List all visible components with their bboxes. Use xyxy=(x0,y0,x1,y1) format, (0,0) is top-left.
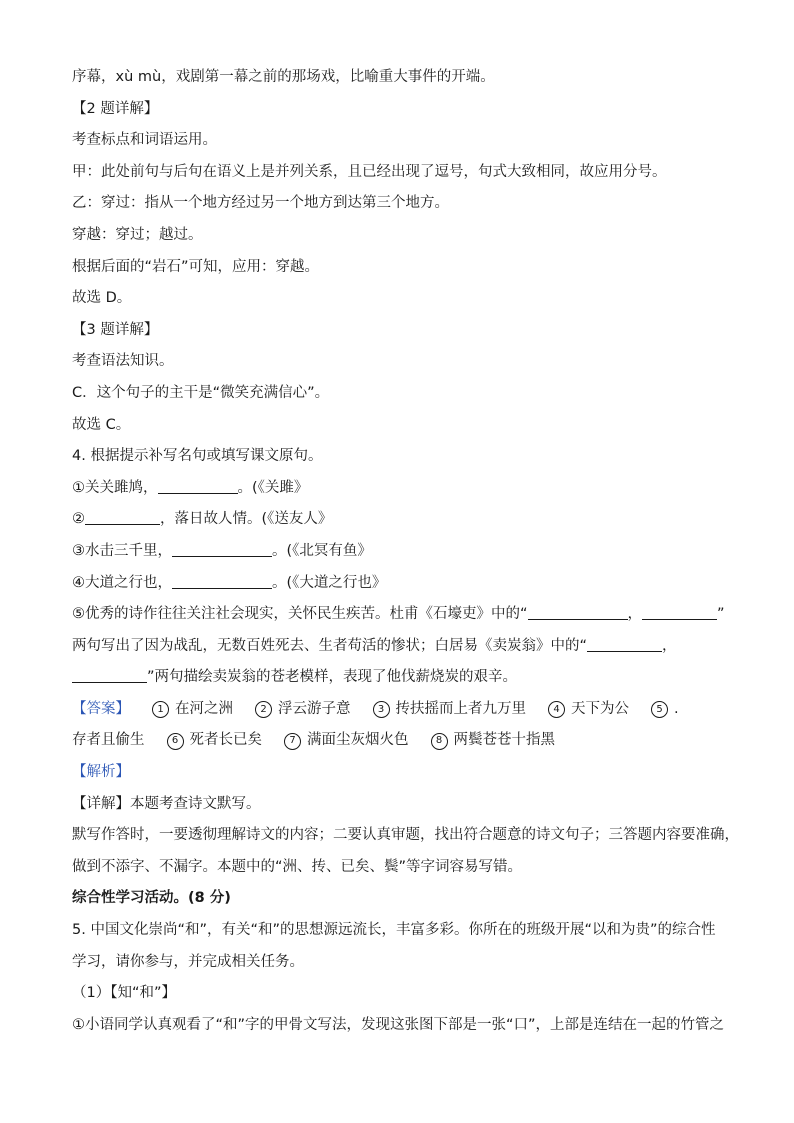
sub-heading: 【2 题详解】 xyxy=(72,100,159,117)
circled-number: 4 xyxy=(548,701,565,718)
fill-line-5-cont2: ”两句描绘卖炭翁的苍老模样，表现了他伐薪烧炭的艰辛。 xyxy=(72,662,732,694)
answer-blank xyxy=(72,668,147,683)
answer-blank xyxy=(642,605,717,620)
text-line: C．这个句子的主干是“微笑充满信心”。 xyxy=(72,384,330,401)
circled-number: 1 xyxy=(152,701,169,718)
fill-line-2: ② ，落日故人情。(《送友人》 xyxy=(72,511,333,528)
fill-line-5-cont: 两句写出了因为战乱，无数百姓死去、生者苟活的惨状；白居易《卖炭翁》中的“ ， xyxy=(72,637,677,654)
section-title: 综合性学习活动。(8 分) xyxy=(72,890,231,907)
fill-line-1: ①关关雎鸠， 。(《关雎》 xyxy=(72,479,309,496)
text-line: 默写作答时，一要透彻理解诗文的内容；二要认真审题，找出符合题意的诗文句子；三答题内容要准确， xyxy=(72,827,739,844)
answer-blank xyxy=(85,510,160,525)
text-line: 5. 中国文化崇尚“和”，有关“和”的思想源远流长，丰富多彩。你所在的班级开展“以和为贵”的综合性 xyxy=(72,922,716,939)
circled-number: 2 xyxy=(255,701,272,718)
answer-row-1 xyxy=(72,694,732,726)
circled-number: 7 xyxy=(284,733,301,750)
fill-line-3: ③水击三千里， 。(《北冥有鱼》 xyxy=(72,542,372,559)
fill-line-5: ⑤优秀的诗作往往关注社会现实，关怀民生疾苦。杜甫《石壕吏》中的“ ， ” xyxy=(72,606,725,623)
text-line: 乙：穿过：指从一个地方经过另一个地方到达第三个地方。 xyxy=(72,195,449,212)
text-line: 故选 D。 xyxy=(72,290,132,307)
answer-blank xyxy=(158,479,238,494)
answer-blank xyxy=(528,605,628,620)
document-page xyxy=(72,62,739,1041)
answer-item: 3 抟扶摇而上者九万里 xyxy=(373,694,527,726)
text-line: ①小语同学认真观看了“和”字的甲骨文写法，发现这张图下部是一张“口”，上部是连结在一起的竹管之 xyxy=(72,1016,725,1033)
answer-item: 6 死者长已矣 xyxy=(167,725,263,757)
circled-number: 5 xyxy=(651,701,668,718)
question-4-prompt: 4. 根据提示补写名句或填写课文原句。 xyxy=(72,448,323,465)
circled-number: 3 xyxy=(373,701,390,718)
text-line: 甲：此处前句与后句在语义上是并列关系，且已经出现了逗号，句式大致相同，故应用分号。 xyxy=(72,163,667,180)
answer-item: 2 浮云游子意 xyxy=(255,694,351,726)
answer-blank xyxy=(172,542,272,557)
fill-line-4: ④大道之行也， 。(《大道之行也》 xyxy=(72,574,387,591)
answer-row-2: 存者且偷生 6 死者长已矣 7 满面尘灰烟火色 8 两鬓苍苍十指黑 xyxy=(72,725,732,757)
answer-blank xyxy=(587,637,662,652)
answer-item: 8 两鬓苍苍十指黑 xyxy=(431,725,556,757)
sub-task-heading: （1）【知“和”】 xyxy=(72,985,176,1002)
text-line: 学习，请你参与，并完成相关任务。 xyxy=(72,953,304,970)
answer-item: 7 满面尘灰烟火色 xyxy=(284,725,409,757)
answer-blank xyxy=(172,574,272,589)
text-line: 考查标点和词语运用。 xyxy=(72,132,217,149)
answer-item: 4 天下为公 xyxy=(548,694,629,726)
answer-item: 1 在河之洲 xyxy=(152,694,233,726)
text-line: 根据后面的“岩石”可知，应用：穿越。 xyxy=(72,258,320,275)
sub-heading: 【3 题详解】 xyxy=(72,321,159,338)
detail-line: 【详解】本题考查诗文默写。 xyxy=(72,795,261,812)
answer-label: 【答案】 xyxy=(72,700,130,717)
text-line: 序幕，xù mù，戏剧第一幕之前的那场戏，比喻重大事件的开端。 xyxy=(72,69,495,85)
answer-item: 5 . xyxy=(651,694,679,726)
circled-number: 8 xyxy=(431,733,448,750)
analysis-label: 【解析】 xyxy=(72,764,130,781)
text-line: 考查语法知识。 xyxy=(72,353,174,370)
circled-number: 6 xyxy=(167,733,184,750)
text-line: 故选 C。 xyxy=(72,416,131,433)
text-line: 穿越：穿过；越过。 xyxy=(72,226,203,243)
text-line: 做到不添字、不漏字。本题中的“洲、抟、已矣、鬓”等字词容易写错。 xyxy=(72,858,523,875)
